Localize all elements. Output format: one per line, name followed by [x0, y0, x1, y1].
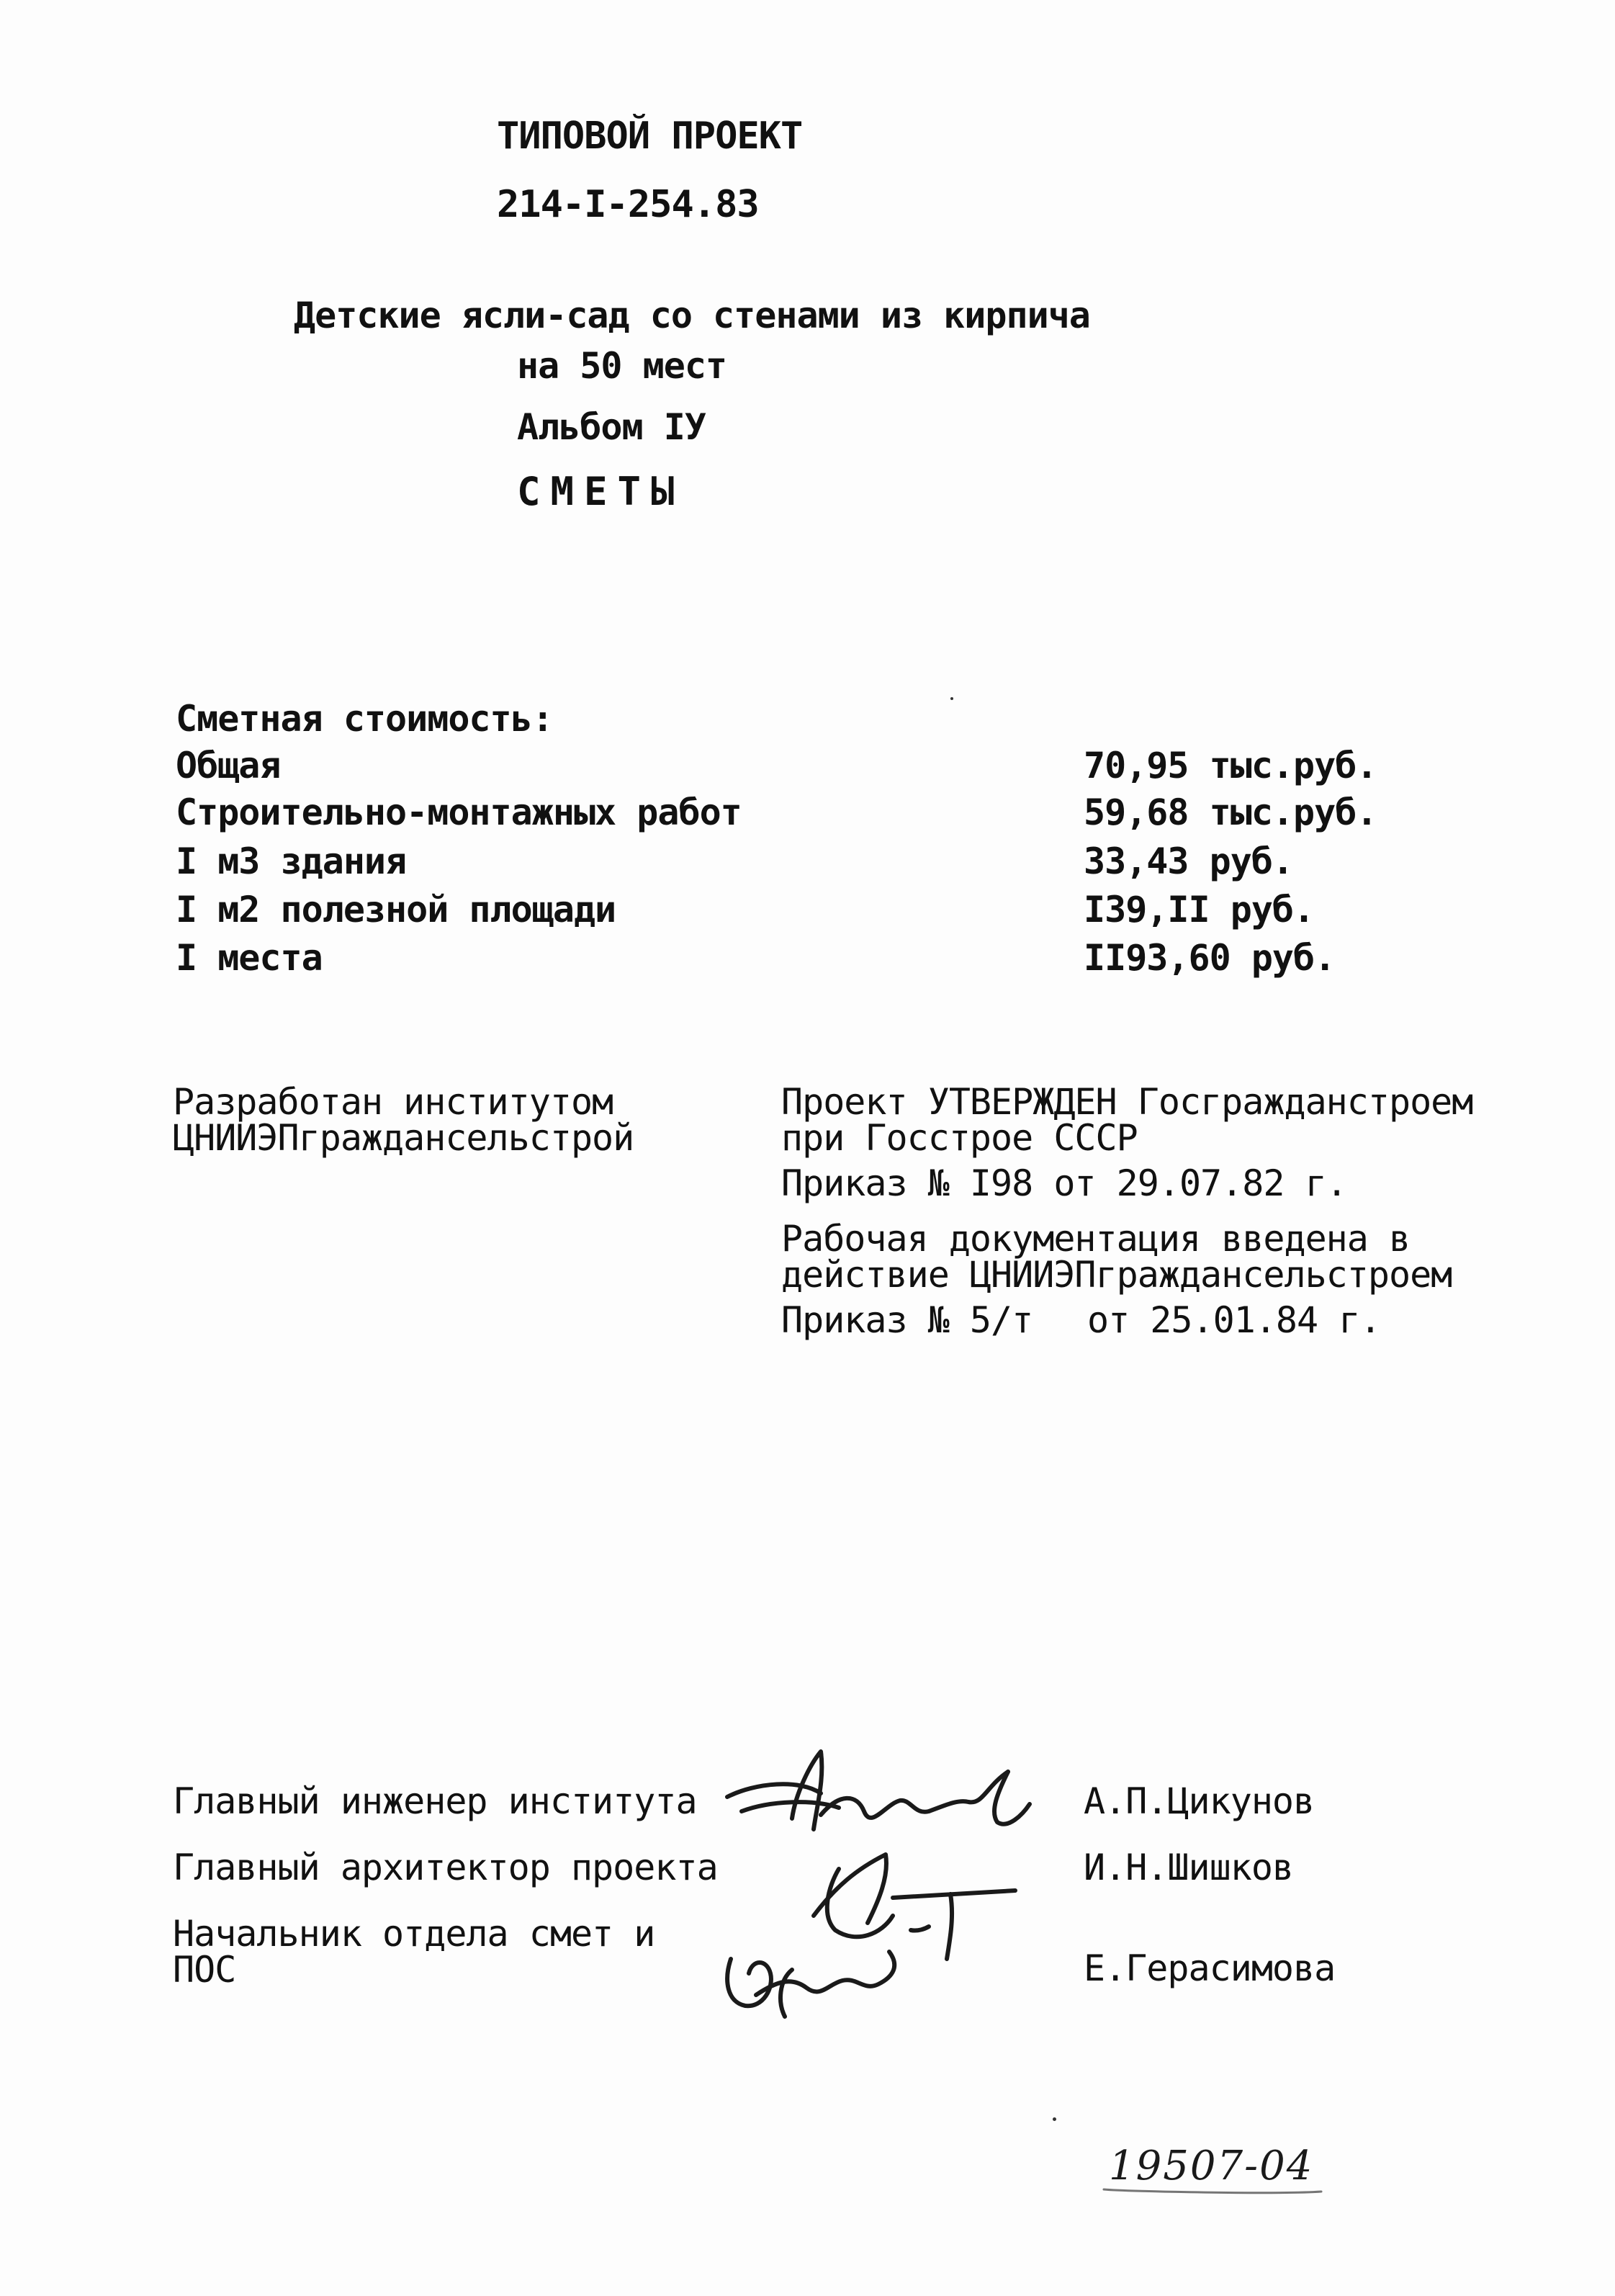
- cost-row-value: 33,43 руб.: [1084, 840, 1294, 882]
- cost-row-label: Общая: [176, 745, 281, 786]
- cost-row-label: I места: [176, 937, 323, 979]
- archive-number: 19507-04: [1109, 2143, 1314, 2189]
- developer-info: Разработан институтом ЦНИИЭПграждансельстрой: [173, 1081, 634, 1159]
- signatory-name: А.П.Цикунов: [1084, 1780, 1315, 1822]
- scan-speck: [950, 697, 953, 700]
- handwritten-signatures: [713, 1743, 1073, 2045]
- cost-row-value: I39,II руб.: [1084, 889, 1315, 930]
- cost-row-label: I м2 полезной площади: [176, 889, 616, 930]
- signatory-position: Главный инженер института: [173, 1780, 697, 1822]
- approval-text: Проект УТВЕРЖДЕН Госгражданстроем при Госстрое СССР: [781, 1081, 1473, 1159]
- signatory-name: Е.Герасимова: [1084, 1947, 1336, 1989]
- cost-row-value: II93,60 руб.: [1084, 937, 1336, 979]
- section-title: СМЕТЫ: [517, 469, 685, 514]
- signatory-position: Начальник отдела смет и ПОС: [173, 1913, 655, 1991]
- approval-order-1: Приказ № I98 от 29.07.82 г.: [781, 1162, 1347, 1204]
- album-label: Альбом IУ: [517, 406, 706, 448]
- approval-order-2-number: Приказ № 5/т: [781, 1299, 1033, 1341]
- enactment-text: Рабочая документация введена в действие ЦНИИЭПграждансельстроем: [781, 1218, 1452, 1296]
- cost-row-value: 70,95 тыс.руб.: [1084, 745, 1377, 786]
- cost-heading: Сметная стоимость:: [176, 698, 553, 740]
- signatory-name: И.Н.Шишков: [1084, 1847, 1294, 1888]
- project-type: ТИПОВОЙ ПРОЕКТ: [497, 115, 803, 158]
- cost-row-label: I м3 здания: [176, 840, 407, 882]
- approval-order-2-date: от 25.01.84 г.: [1087, 1299, 1381, 1341]
- title-line-1: Детские ясли-сад со стенами из кирпича: [294, 295, 1090, 336]
- title-line-2: на 50 мест: [517, 345, 727, 387]
- project-code: 214-I-254.83: [497, 183, 759, 226]
- cost-row-label: Строительно-монтажных работ: [176, 792, 742, 833]
- signatory-position: Главный архитектор проекта: [173, 1847, 718, 1888]
- scan-speck: [1053, 2117, 1056, 2121]
- cost-row-value: 59,68 тыс.руб.: [1084, 792, 1377, 833]
